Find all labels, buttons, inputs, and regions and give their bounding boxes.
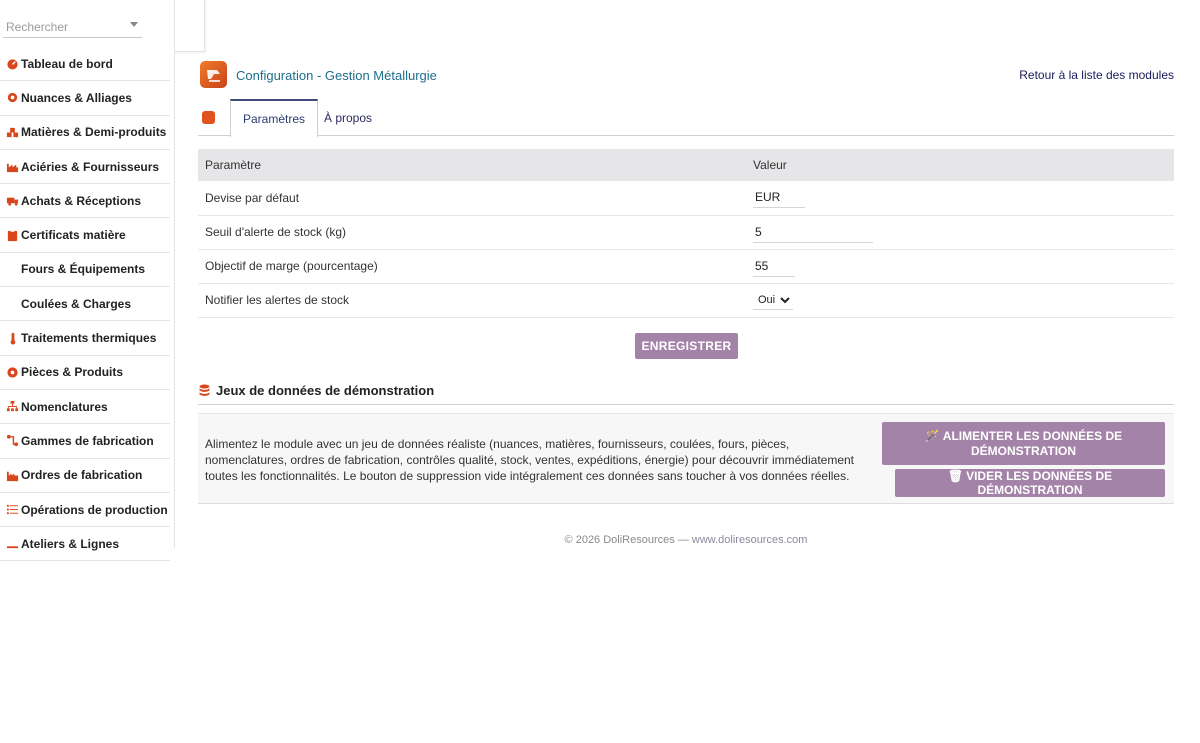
stock-threshold-input[interactable]: [753, 222, 873, 243]
fill-demo-label: ALIMENTER LES DONNÉES DE DÉMONSTRATION: [942, 428, 1123, 458]
search-input[interactable]: Rechercher: [6, 20, 69, 34]
sidebar-item-label: Ateliers & Lignes: [21, 536, 120, 551]
sidebar-item-thermometer[interactable]: [0, 321, 170, 355]
sidebar-item-label: Traitements thermiques: [21, 331, 157, 346]
sidebar-item-gear[interactable]: [0, 81, 170, 115]
cubes-icon: [5, 125, 19, 139]
module-tab-icon: [202, 111, 215, 124]
flame-icon: [5, 297, 19, 311]
table-row: [198, 215, 1174, 249]
sidebar-item-cubes[interactable]: [0, 116, 170, 150]
magic-wand-icon: 🪄: [924, 428, 940, 443]
top-menu-stub: [175, 0, 205, 52]
factory-icon: [5, 160, 19, 174]
sidebar-item-truck[interactable]: [0, 184, 170, 218]
sitemap-icon: [5, 400, 19, 414]
sidebar-item-label: Matières & Demi-produits: [21, 125, 167, 140]
sidebar-item-clipboard[interactable]: [0, 218, 170, 252]
sidebar-item-list[interactable]: [0, 493, 170, 527]
tab-parametres[interactable]: Paramètres: [230, 99, 318, 137]
sidebar-item-industry[interactable]: [0, 459, 170, 493]
hardhat-icon: [5, 537, 19, 551]
cog-icon: [5, 365, 19, 379]
trash-icon: 🗑: [947, 469, 964, 483]
sidebar-item-label: Aciéries & Fournisseurs: [21, 159, 160, 174]
demo-panel: [198, 413, 1174, 504]
params-table: [198, 149, 1174, 318]
save-button[interactable]: ENREGISTRER: [635, 333, 738, 359]
sidebar-item-label: Coulées & Charges: [21, 296, 132, 311]
clear-demo-label: VIDER LES DONNÉES DE DÉMONSTRATION: [966, 469, 1113, 497]
param-label: Objectif de marge (pourcentage): [198, 249, 746, 283]
sidebar-item-label: Achats & Réceptions: [21, 193, 142, 208]
sidebar-item-route[interactable]: [0, 424, 170, 458]
sidebar-item-label: Pièces & Produits: [21, 365, 124, 380]
sidebar-item-label: Nomenclatures: [21, 399, 108, 414]
module-logo-icon: [200, 61, 227, 88]
sidebar-item-label: Opérations de production: [21, 502, 168, 517]
page-title: Configuration - Gestion Métallurgie: [236, 68, 437, 83]
sidebar-item-fire[interactable]: [0, 253, 170, 287]
sidebar-item-label: Ordres de fabrication: [21, 468, 143, 483]
gear-icon: [5, 91, 19, 105]
tab-a-propos[interactable]: À propos: [324, 110, 373, 125]
currency-input[interactable]: [753, 187, 805, 208]
database-icon: [199, 384, 210, 397]
search-select[interactable]: [3, 16, 142, 38]
clipboard-icon: [5, 228, 19, 242]
demo-section-header: [198, 381, 1174, 405]
sidebar: [0, 0, 175, 551]
sidebar-menu: [0, 47, 170, 561]
param-label: Seuil d'alerte de stock (kg): [198, 215, 746, 249]
sidebar-item-factory[interactable]: [0, 150, 170, 184]
footer: [198, 534, 1174, 546]
footer-link[interactable]: www.doliresources.com: [691, 534, 808, 546]
sidebar-item-flame[interactable]: [0, 287, 170, 321]
thermometer-icon: [5, 331, 19, 345]
col-header-param: Paramètre: [198, 149, 746, 181]
back-to-modules-link[interactable]: Retour à la liste des modules: [1019, 68, 1174, 82]
clear-demo-data-button[interactable]: [895, 469, 1165, 497]
table-header-row: [198, 149, 1174, 181]
col-header-value: Valeur: [746, 149, 1174, 181]
demo-section-title: Jeux de données de démonstration: [216, 383, 435, 398]
list-icon: [5, 503, 19, 517]
truck-icon: [5, 194, 19, 208]
notify-alerts-select[interactable]: [753, 291, 793, 310]
chevron-down-icon[interactable]: [130, 22, 138, 27]
sidebar-item-label: Tableau de bord: [21, 56, 113, 71]
dashboard-icon: [5, 57, 19, 71]
sidebar-item-label: Gammes de fabrication: [21, 433, 154, 448]
sidebar-item-hardhat[interactable]: [0, 527, 170, 561]
margin-target-input[interactable]: [753, 256, 795, 277]
footer-copyright: © 2026 DoliResources —: [564, 534, 689, 546]
table-row: [198, 181, 1174, 215]
tab-bar: [198, 99, 1174, 136]
sidebar-item-label: Fours & Équipements: [21, 262, 146, 277]
table-row: [198, 283, 1174, 317]
route-icon: [5, 434, 19, 448]
sidebar-item-label: Nuances & Alliages: [21, 90, 132, 105]
sidebar-item-dashboard[interactable]: [0, 47, 170, 81]
sidebar-item-sitemap[interactable]: [0, 390, 170, 424]
param-label: Devise par défaut: [198, 181, 746, 215]
table-row: [198, 249, 1174, 283]
fill-demo-data-button[interactable]: [882, 422, 1165, 465]
sidebar-item-label: Certificats matière: [21, 228, 126, 243]
industry-icon: [5, 468, 19, 482]
param-label: Notifier les alertes de stock: [198, 283, 746, 317]
fire-icon: [5, 262, 19, 276]
demo-description: Alimentez le module avec un jeu de données réaliste (nuances, matières, fournisseurs, coulées, fours, pièces, nomenclatures, ordres de fabrication, contrôles qualité, stock, ventes, expéditions, énergie) pour découvrir immédiatement toutes les fonctionnalités. Le bouton de suppression vide intégralement ces données sans toucher à vos données réelles.: [205, 437, 855, 483]
sidebar-item-cog[interactable]: [0, 356, 170, 390]
